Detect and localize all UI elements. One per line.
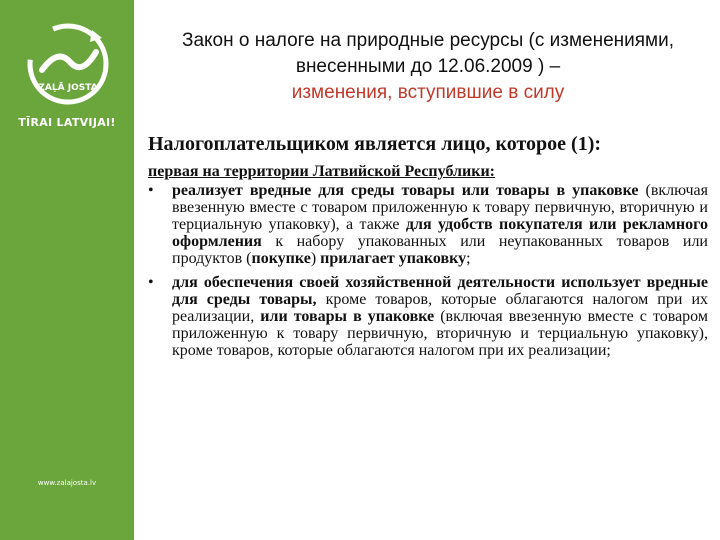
bullet-text: ) <box>310 250 321 267</box>
bullet-text-bold: прилагает упаковку <box>320 250 467 267</box>
bullet-text-bold: реализует вредные для среды товары или товары в упаковке <box>172 182 639 199</box>
bullet-text: ; <box>466 250 471 267</box>
bullet-icon: • <box>148 182 154 199</box>
bullet-text-bold: или товары в упаковке <box>260 308 435 325</box>
section-intro: первая на территории Латвийской Республики: <box>148 163 495 180</box>
title-line-1: Закон о налоге на природные ресурсы (с изменениями, внесенными до 12.06.2009 ) – <box>181 30 675 77</box>
bullet-text-bold: для удобств покупателя или рекламного оформления <box>172 216 708 250</box>
bullet-text: кроме товаров, которые облагаются налогом при их реализации, <box>172 291 709 325</box>
sidebar <box>0 0 134 540</box>
zala-josta-logo-icon <box>22 18 114 110</box>
bullet-icon: • <box>148 274 154 291</box>
bullet-text: (включая ввезенную вместе с товаром приложенную к товару первичную, вторичную и терциальную упаковку), кроме товаров, которые облагаются налогом при их реализации; <box>172 308 709 359</box>
bullet-text-bold: покупке <box>251 250 311 267</box>
website-link[interactable]: www.zalajosta.lv <box>37 479 97 487</box>
page-title <box>148 28 708 106</box>
bullet-text: к набору упакованных или неупакованных товаров или продуктов ( <box>172 233 708 267</box>
logo-text: ZAĻĀ JOSTA <box>38 83 98 93</box>
main-content <box>148 131 708 359</box>
bullet-text-bold: для обеспечения своей хозяйственной деятельности использует вредные для среды товары, <box>172 274 708 308</box>
section-heading: Налогоплательщиком является лицо, которое (1): <box>148 133 602 155</box>
list-item <box>148 274 708 359</box>
bullet-text: (включая ввезенную вместе с товаром приложенную к товару первичную, вторичную и терциальную упаковку), а также <box>172 182 708 233</box>
title-line-2: изменения, вступившие в силу <box>291 82 565 103</box>
slogan: TĪRAI LATVIJAI! <box>18 116 116 129</box>
list-item <box>148 182 708 267</box>
